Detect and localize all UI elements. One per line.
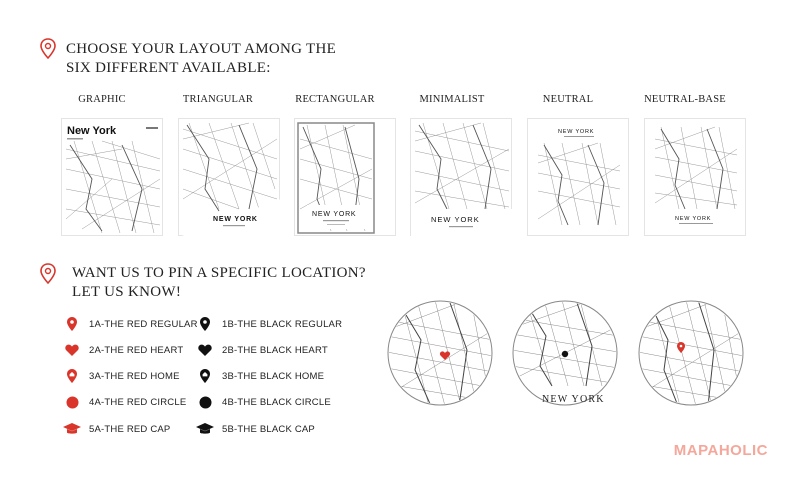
option-label: 5B-THE BLACK CAP bbox=[222, 423, 315, 435]
option-2a[interactable] bbox=[63, 343, 183, 357]
black-home-pin-icon bbox=[196, 369, 214, 383]
circle-map-red-heart[interactable] bbox=[387, 300, 493, 406]
poster-city-name: NEW YORK bbox=[558, 129, 595, 135]
layout-label-graphic: GRAPHIC bbox=[78, 94, 126, 105]
option-2b[interactable] bbox=[196, 343, 328, 357]
layout-label-minimalist: MINIMALIST bbox=[419, 94, 485, 105]
red-circle-icon bbox=[63, 395, 81, 409]
section-pin-title-line1: WANT US TO PIN A SPECIFIC LOCATION? bbox=[72, 265, 366, 281]
red-home-pin-icon bbox=[63, 369, 81, 383]
map-preview bbox=[528, 119, 630, 237]
poster-city-name: NEW YORK bbox=[213, 216, 258, 223]
black-heart-icon bbox=[196, 343, 214, 357]
option-label: 1A-THE RED REGULAR bbox=[89, 318, 198, 330]
red-heart-icon bbox=[63, 343, 81, 357]
section-layout-title-line2: SIX DIFFERENT AVAILABLE: bbox=[66, 60, 271, 76]
option-label: 3A-THE RED HOME bbox=[89, 370, 180, 382]
black-circle-marker-icon bbox=[562, 351, 568, 357]
option-1a[interactable] bbox=[63, 317, 198, 331]
option-label: 5A-THE RED CAP bbox=[89, 423, 171, 435]
layout-label-neutral: NEUTRAL bbox=[542, 94, 594, 105]
section-pin-title bbox=[72, 264, 366, 302]
option-label: 1B-THE BLACK REGULAR bbox=[222, 318, 343, 330]
option-label: 3B-THE BLACK HOME bbox=[222, 370, 325, 382]
black-circle-icon bbox=[196, 395, 214, 409]
layout-card-neutral-base[interactable] bbox=[644, 118, 746, 236]
option-5b[interactable] bbox=[196, 422, 315, 436]
map-pin-icon bbox=[40, 38, 56, 60]
section-pin-title-line2: LET US KNOW! bbox=[72, 284, 182, 300]
section-layout-title-line1: CHOOSE YOUR LAYOUT AMONG THE bbox=[66, 41, 337, 57]
brand-logo: MAPAHOLIC bbox=[673, 442, 768, 459]
black-pin-icon bbox=[196, 317, 214, 331]
map-pin-icon bbox=[40, 263, 56, 285]
section-layout-title bbox=[66, 40, 336, 78]
map-preview bbox=[62, 119, 164, 237]
red-pin-icon bbox=[63, 317, 81, 331]
option-label: 2A-THE RED HEART bbox=[89, 344, 184, 356]
layout-card-neutral[interactable] bbox=[527, 118, 629, 236]
option-label: 4B-THE BLACK CIRCLE bbox=[222, 396, 331, 408]
option-label: 4A-THE RED CIRCLE bbox=[89, 396, 187, 408]
option-1b[interactable] bbox=[196, 317, 342, 331]
poster-city-name: NEW YORK bbox=[312, 211, 357, 218]
option-4a[interactable] bbox=[63, 395, 186, 409]
circle-map-red-pin[interactable] bbox=[638, 300, 744, 406]
poster-city-name: New York bbox=[67, 125, 117, 137]
layout-card-graphic[interactable] bbox=[61, 118, 163, 236]
option-4b[interactable] bbox=[196, 395, 331, 409]
layout-card-minimalist[interactable] bbox=[410, 118, 512, 236]
map-preview bbox=[295, 119, 397, 237]
poster-city-name: NEW YORK bbox=[431, 215, 480, 224]
layout-label-rectangular: RECTANGULAR bbox=[295, 94, 375, 105]
poster-city-name: NEW YORK bbox=[675, 216, 712, 222]
option-5a[interactable] bbox=[63, 422, 170, 436]
circle-map-caption: NEW YORK bbox=[542, 394, 605, 405]
circle-map-black-circle[interactable] bbox=[512, 300, 618, 406]
layout-card-rectangular[interactable] bbox=[294, 118, 396, 236]
option-label: 2B-THE BLACK HEART bbox=[222, 344, 328, 356]
layout-card-triangular[interactable] bbox=[178, 118, 280, 236]
option-3b[interactable] bbox=[196, 369, 324, 383]
map-preview bbox=[645, 119, 747, 237]
red-graduation-cap-icon bbox=[63, 422, 81, 436]
layout-label-triangular: TRIANGULAR bbox=[182, 94, 254, 105]
map-preview bbox=[411, 119, 513, 237]
black-graduation-cap-icon bbox=[196, 422, 214, 436]
option-3a[interactable] bbox=[63, 369, 180, 383]
map-preview bbox=[179, 119, 281, 237]
layout-label-neutral-base: NEUTRAL-BASE bbox=[644, 94, 726, 105]
